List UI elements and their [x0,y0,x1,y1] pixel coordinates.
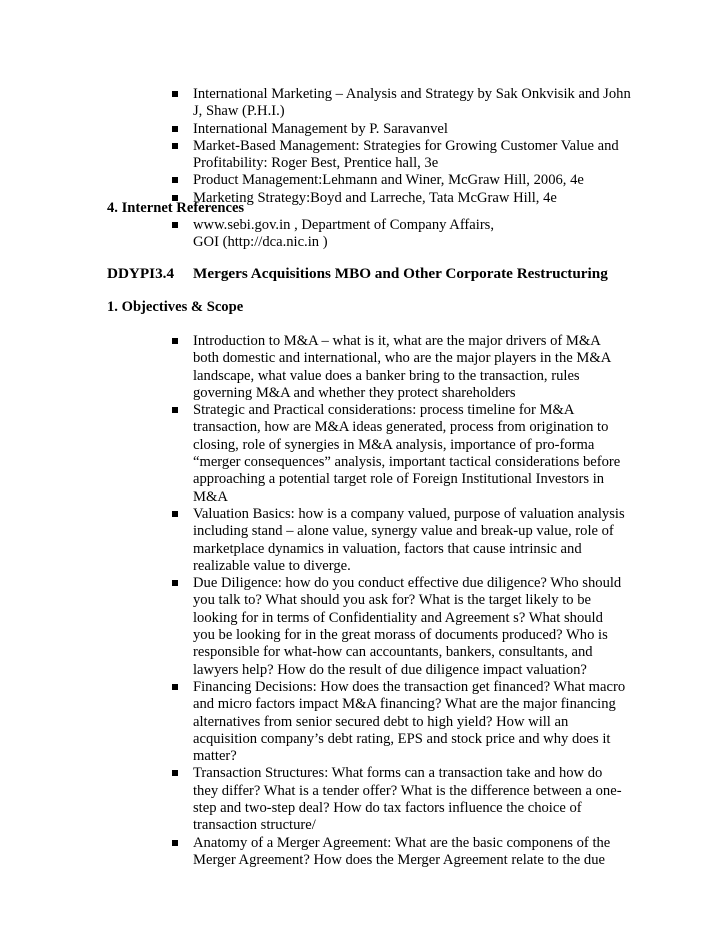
objectives-list [193,333,627,869]
list-item: Market-Based Management: Strategies for Growing Customer Value and Profitability: Roger Best, Prentice hall, 3e [193,138,643,173]
list-item: Introduction to M&A – what is it, what are the major drivers of M&A both domestic and international, who are the major players in the M&A landscape, what value does a banker bring to the transaction, rules governing M&A and whether they protect shareholders [193,333,627,402]
bullet-icon [172,143,178,149]
bullet-icon [172,840,178,846]
list-item: Financing Decisions: How does the transaction get financed? What macro and micro factors impact M&A financing? What are the major financing alternatives from senior secured debt to high yield? How will an acquisition company’s debt rating, EPS and stock price and why does it matter? [193,679,627,766]
list-item: Due Diligence: how do you conduct effective due diligence? Who should you talk to? What should you ask for? What is the target likely to be looking for in terms of Confidentiality and Agreement s? What should you be looking for in the great morass of documents produced? Who is responsible for what-how can accountants, bankers, consultants, and lawyers help? How do the result of due diligence impact valuation? [193,575,627,679]
objectives-heading: 1. Objectives & Scope [107,299,244,315]
list-item: www.sebi.gov.in , Department of Company Affairs, GOI (http://dca.nic.in ) [193,217,523,252]
bullet-icon [172,770,178,776]
bullet-icon [172,407,178,413]
list-item: International Marketing – Analysis and Strategy by Sak Onkvisik and John J, Shaw (P.H.I.) [193,86,643,121]
internet-references-heading: 4. Internet References [107,200,245,216]
list-item: Anatomy of a Merger Agreement: What are the basic componens of the Merger Agreement? How does the Merger Agreement relate to the due [193,835,627,870]
bullet-icon [172,177,178,183]
section-title: Mergers Acquisitions MBO and Other Corporate Restructuring [193,265,608,282]
bullet-icon [172,338,178,344]
list-item: Strategic and Practical considerations: process timeline for M&A transaction, how are M&A ideas generated, process from origination to closing, role of synergies in M&A analysis, importance of pro-forma “merger consequences” analysis, important tactical considerations before approaching a potential target role of Foreign Institutional Investors in M&A [193,402,627,506]
bullet-icon [172,511,178,517]
bullet-icon [172,222,178,228]
list-item: International Management by P. Saravanvel [193,121,643,138]
bullet-icon [172,91,178,97]
list-item: Transaction Structures: What forms can a transaction take and how do they differ? What is a tender offer? What is the difference between a one-step and two-step deal? How do tax factors influence the choice of transaction structure/ [193,765,627,834]
bullet-icon [172,580,178,586]
bullet-icon [172,684,178,690]
list-item: Marketing Strategy:Boyd and Larreche, Tata McGraw Hill, 4e [193,190,643,207]
list-item: Product Management:Lehmann and Winer, McGraw Hill, 2006, 4e [193,172,643,189]
bullet-icon [172,126,178,132]
section-code: DDYPI3.4 [107,265,175,282]
internet-references-list [193,217,523,252]
books-list [193,86,643,207]
list-item: Valuation Basics: how is a company valued, purpose of valuation analysis including stand – alone value, synergy value and break-up value, role of marketplace dynamics in valuation, factors that cause intrinsic and realizable value to diverge. [193,506,627,575]
